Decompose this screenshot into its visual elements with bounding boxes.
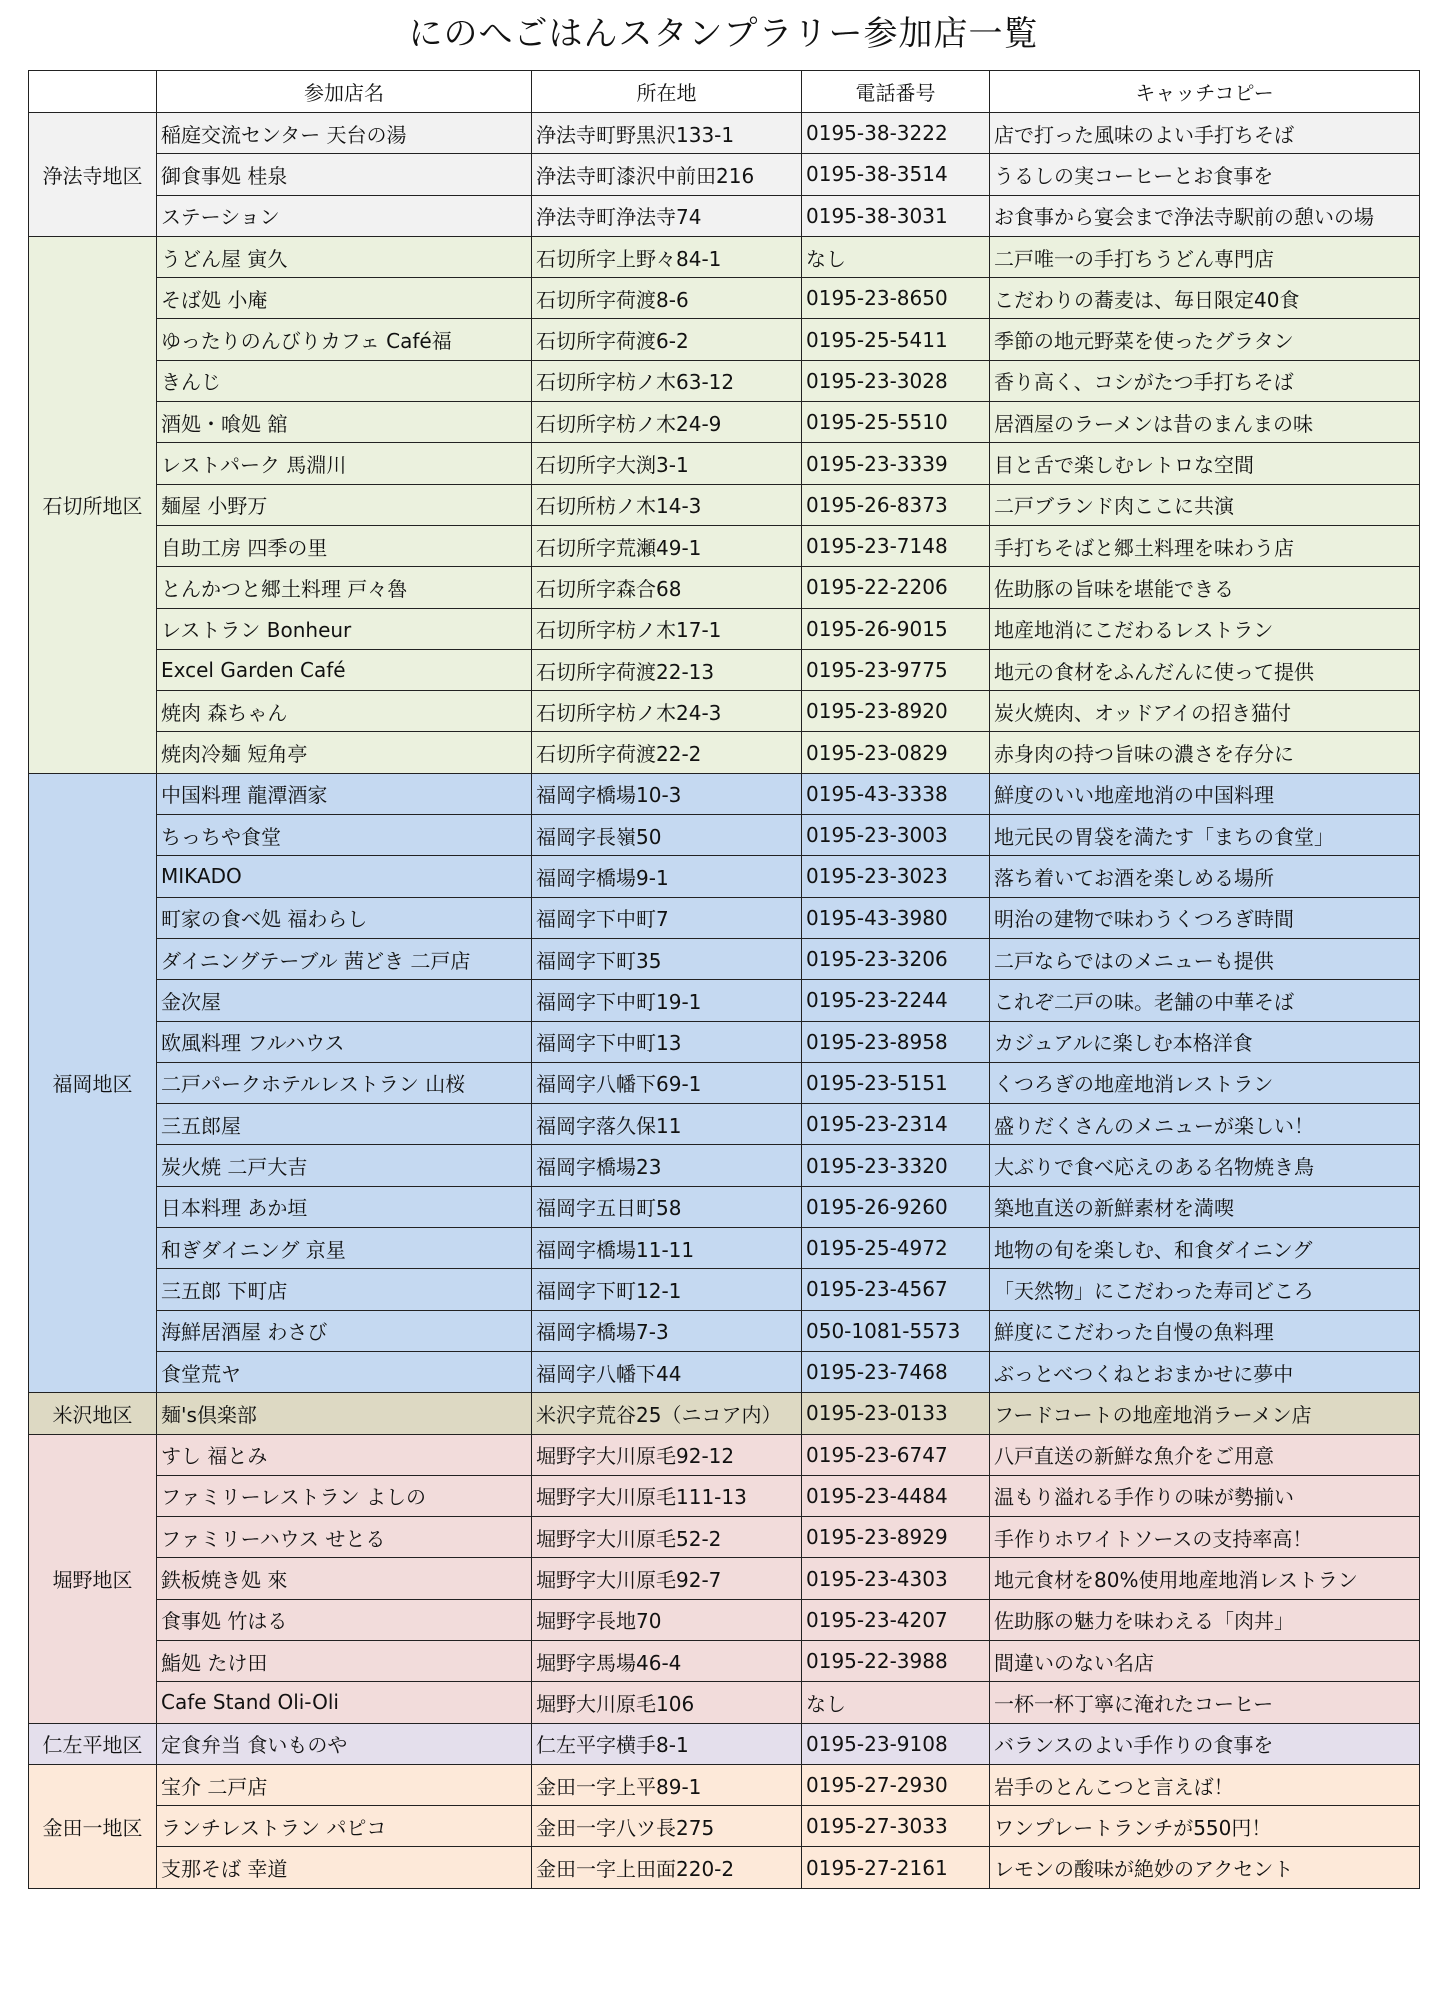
table-row: [29, 443, 1420, 484]
catchcopy-cell: 明治の建物で味わうくつろぎ時間: [990, 897, 1420, 938]
catchcopy-cell: 八戸直送の新鮮な魚介をご用意: [990, 1434, 1420, 1475]
address-cell: 石切所字枋ノ木24-9: [532, 402, 802, 443]
phone-cell: 0195-22-2206: [802, 567, 990, 608]
catchcopy-cell: 手作りホワイトソースの支持率高！: [990, 1517, 1420, 1558]
table-row: [29, 1269, 1420, 1310]
address-cell: 堀野大川原毛106: [532, 1682, 802, 1723]
table-row: [29, 1764, 1420, 1805]
catchcopy-cell: 築地直送の新鮮素材を満喫: [990, 1186, 1420, 1227]
address-cell: 米沢字荒谷25（ニコア内）: [532, 1393, 802, 1434]
header-address: 所在地: [532, 71, 802, 113]
shop-name-cell: 自助工房 四季の里: [157, 525, 532, 566]
shop-name-cell: 海鮮居酒屋 わさび: [157, 1310, 532, 1351]
table-row: [29, 856, 1420, 897]
shop-name-cell: ファミリーレストラン よしの: [157, 1475, 532, 1516]
header-catchcopy: キャッチコピー: [990, 71, 1420, 113]
phone-cell: 0195-27-2161: [802, 1847, 990, 1888]
phone-cell: 0195-26-8373: [802, 484, 990, 525]
table-row: [29, 608, 1420, 649]
address-cell: 浄法寺町浄法寺74: [532, 195, 802, 236]
table-row: [29, 1434, 1420, 1475]
header-shop-name: 参加店名: [157, 71, 532, 113]
address-cell: 福岡字下中町13: [532, 1021, 802, 1062]
phone-cell: 0195-25-5411: [802, 319, 990, 360]
phone-cell: 0195-38-3031: [802, 195, 990, 236]
shop-name-cell: 三五郎屋: [157, 1104, 532, 1145]
shop-name-cell: きんじ: [157, 360, 532, 401]
phone-cell: 0195-23-7148: [802, 525, 990, 566]
phone-cell: 0195-23-8929: [802, 1517, 990, 1558]
table-row: [29, 1186, 1420, 1227]
catchcopy-cell: 間違いのない名店: [990, 1640, 1420, 1681]
table-row: [29, 1475, 1420, 1516]
catchcopy-cell: 大ぶりで食べ応えのある名物焼き鳥: [990, 1145, 1420, 1186]
address-cell: 石切所字荷渡6-2: [532, 319, 802, 360]
address-cell: 石切所字枋ノ木17-1: [532, 608, 802, 649]
region-cell: 福岡地区: [29, 773, 157, 1392]
phone-cell: 0195-23-9775: [802, 649, 990, 690]
address-cell: 福岡字下町12-1: [532, 1269, 802, 1310]
table-row: [29, 278, 1420, 319]
shop-name-cell: Excel Garden Café: [157, 649, 532, 690]
address-cell: 福岡字五日町58: [532, 1186, 802, 1227]
catchcopy-cell: 二戸ブランド肉ここに共演: [990, 484, 1420, 525]
shop-table: [28, 70, 1420, 1889]
catchcopy-cell: 地元の食材をふんだんに使って提供: [990, 649, 1420, 690]
shop-name-cell: ダイニングテーブル 茜どき 二戸店: [157, 938, 532, 979]
address-cell: 福岡字橋場10-3: [532, 773, 802, 814]
address-cell: 石切所字大渕3-1: [532, 443, 802, 484]
catchcopy-cell: 「天然物」にこだわった寿司どころ: [990, 1269, 1420, 1310]
table-row: [29, 1310, 1420, 1351]
address-cell: 福岡字落久保11: [532, 1104, 802, 1145]
shop-name-cell: ゆったりのんびりカフェ Café福: [157, 319, 532, 360]
address-cell: 福岡字橋場23: [532, 1145, 802, 1186]
catchcopy-cell: 一杯一杯丁寧に淹れたコーヒー: [990, 1682, 1420, 1723]
catchcopy-cell: くつろぎの地産地消レストラン: [990, 1062, 1420, 1103]
address-cell: 福岡字八幡下69-1: [532, 1062, 802, 1103]
address-cell: 浄法寺町野黒沢133-1: [532, 113, 802, 154]
phone-cell: 0195-23-4567: [802, 1269, 990, 1310]
region-cell: 米沢地区: [29, 1393, 157, 1434]
table-row: [29, 567, 1420, 608]
page-title: にのへごはんスタンプラリー参加店一覧: [408, 14, 1039, 54]
table-row: [29, 1393, 1420, 1434]
phone-cell: 0195-27-2930: [802, 1764, 990, 1805]
phone-cell: なし: [802, 236, 990, 277]
table-row: [29, 815, 1420, 856]
shop-name-cell: レストラン Bonheur: [157, 608, 532, 649]
catchcopy-cell: 佐助豚の魅力を味わえる「肉丼」: [990, 1599, 1420, 1640]
table-row: [29, 1847, 1420, 1888]
table-row: [29, 1558, 1420, 1599]
catchcopy-cell: 目と舌で楽しむレトロな空間: [990, 443, 1420, 484]
shop-name-cell: 二戸パークホテルレストラン 山桜: [157, 1062, 532, 1103]
table-row: [29, 938, 1420, 979]
address-cell: 福岡字下中町19-1: [532, 980, 802, 1021]
shop-name-cell: 支那そば 幸道: [157, 1847, 532, 1888]
catchcopy-cell: 鮮度のいい地産地消の中国料理: [990, 773, 1420, 814]
region-cell: 堀野地区: [29, 1434, 157, 1723]
table-row: [29, 773, 1420, 814]
shop-name-cell: 町家の食べ処 福わらし: [157, 897, 532, 938]
table-row: [29, 1599, 1420, 1640]
phone-cell: 0195-23-3028: [802, 360, 990, 401]
catchcopy-cell: うるしの実コーヒーとお食事を: [990, 154, 1420, 195]
table-row: [29, 319, 1420, 360]
catchcopy-cell: カジュアルに楽しむ本格洋食: [990, 1021, 1420, 1062]
catchcopy-cell: ぶっとべつくねとおまかせに夢中: [990, 1351, 1420, 1392]
phone-cell: 0195-43-3338: [802, 773, 990, 814]
catchcopy-cell: 香り高く、コシがたつ手打ちそば: [990, 360, 1420, 401]
address-cell: 石切所字枋ノ木24-3: [532, 691, 802, 732]
phone-cell: 0195-23-4207: [802, 1599, 990, 1640]
table-row: [29, 1640, 1420, 1681]
address-cell: 石切所字枋ノ木63-12: [532, 360, 802, 401]
table-row: [29, 525, 1420, 566]
table-row: [29, 1145, 1420, 1186]
table-row: [29, 236, 1420, 277]
catchcopy-cell: これぞ二戸の味。老舗の中華そば: [990, 980, 1420, 1021]
header-phone: 電話番号: [802, 71, 990, 113]
phone-cell: 0195-26-9260: [802, 1186, 990, 1227]
catchcopy-cell: 手打ちそばと郷土料理を味わう店: [990, 525, 1420, 566]
shop-name-cell: 御食事処 桂泉: [157, 154, 532, 195]
address-cell: 堀野字大川原毛52-2: [532, 1517, 802, 1558]
phone-cell: 0195-23-2244: [802, 980, 990, 1021]
table-row: [29, 691, 1420, 732]
address-cell: 金田一字上平89-1: [532, 1764, 802, 1805]
address-cell: 堀野字大川原毛92-7: [532, 1558, 802, 1599]
phone-cell: 0195-23-8958: [802, 1021, 990, 1062]
shop-name-cell: 炭火焼 二戸大吉: [157, 1145, 532, 1186]
shop-name-cell: 和ぎダイニング 京星: [157, 1228, 532, 1269]
header-row: [29, 71, 1420, 113]
address-cell: 福岡字橋場9-1: [532, 856, 802, 897]
phone-cell: 0195-23-3206: [802, 938, 990, 979]
phone-cell: 0195-23-7468: [802, 1351, 990, 1392]
table-row: [29, 1351, 1420, 1392]
phone-cell: 0195-38-3222: [802, 113, 990, 154]
catchcopy-cell: 鮮度にこだわった自慢の魚料理: [990, 1310, 1420, 1351]
phone-cell: 0195-23-6747: [802, 1434, 990, 1475]
shop-name-cell: 麺屋 小野万: [157, 484, 532, 525]
catchcopy-cell: 落ち着いてお酒を楽しめる場所: [990, 856, 1420, 897]
phone-cell: 0195-23-3023: [802, 856, 990, 897]
phone-cell: 0195-23-9108: [802, 1723, 990, 1764]
shop-name-cell: そば処 小庵: [157, 278, 532, 319]
table-row: [29, 732, 1420, 773]
shop-name-cell: 酒処・喰処 舘: [157, 402, 532, 443]
phone-cell: 0195-22-3988: [802, 1640, 990, 1681]
shop-name-cell: 麺's倶楽部: [157, 1393, 532, 1434]
shop-name-cell: 三五郎 下町店: [157, 1269, 532, 1310]
address-cell: 石切所字荷渡22-13: [532, 649, 802, 690]
table-row: [29, 1104, 1420, 1145]
catchcopy-cell: 居酒屋のラーメンは昔のまんまの味: [990, 402, 1420, 443]
address-cell: 仁左平字横手8-1: [532, 1723, 802, 1764]
table-row: [29, 1021, 1420, 1062]
shop-name-cell: ファミリーハウス せとる: [157, 1517, 532, 1558]
catchcopy-cell: 盛りだくさんのメニューが楽しい！: [990, 1104, 1420, 1145]
table-row: [29, 649, 1420, 690]
shop-name-cell: すし 福とみ: [157, 1434, 532, 1475]
shop-name-cell: 中国料理 龍潭酒家: [157, 773, 532, 814]
table-row: [29, 484, 1420, 525]
shop-name-cell: ランチレストラン パピコ: [157, 1806, 532, 1847]
address-cell: 浄法寺町漆沢中前田216: [532, 154, 802, 195]
phone-cell: 0195-23-8920: [802, 691, 990, 732]
catchcopy-cell: 赤身肉の持つ旨味の濃さを存分に: [990, 732, 1420, 773]
shop-name-cell: 稲庭交流センター 天台の湯: [157, 113, 532, 154]
catchcopy-cell: 地元食材を80%使用地産地消レストラン: [990, 1558, 1420, 1599]
table-row: [29, 1517, 1420, 1558]
shop-name-cell: 鉄板焼き処 來: [157, 1558, 532, 1599]
catchcopy-cell: 地元民の胃袋を満たす「まちの食堂」: [990, 815, 1420, 856]
table-row: [29, 897, 1420, 938]
phone-cell: 0195-23-3003: [802, 815, 990, 856]
phone-cell: 0195-23-8650: [802, 278, 990, 319]
catchcopy-cell: こだわりの蕎麦は、毎日限定40食: [990, 278, 1420, 319]
address-cell: 福岡字下中町7: [532, 897, 802, 938]
shop-name-cell: 食堂荒ヤ: [157, 1351, 532, 1392]
phone-cell: 0195-23-2314: [802, 1104, 990, 1145]
table-row: [29, 360, 1420, 401]
table-row: [29, 980, 1420, 1021]
address-cell: 堀野字長地70: [532, 1599, 802, 1640]
catchcopy-cell: 佐助豚の旨味を堪能できる: [990, 567, 1420, 608]
address-cell: 福岡字八幡下44: [532, 1351, 802, 1392]
shop-name-cell: MIKADO: [157, 856, 532, 897]
region-cell: 石切所地区: [29, 236, 157, 773]
phone-cell: 0195-26-9015: [802, 608, 990, 649]
table-row: [29, 195, 1420, 236]
catchcopy-cell: 岩手のとんこつと言えば！: [990, 1764, 1420, 1805]
address-cell: 福岡字下町35: [532, 938, 802, 979]
catchcopy-cell: 地産地消にこだわるレストラン: [990, 608, 1420, 649]
shop-name-cell: 金次屋: [157, 980, 532, 1021]
phone-cell: 0195-23-3339: [802, 443, 990, 484]
phone-cell: 0195-27-3033: [802, 1806, 990, 1847]
catchcopy-cell: 二戸唯一の手打ちうどん専門店: [990, 236, 1420, 277]
address-cell: 金田一字八ツ長275: [532, 1806, 802, 1847]
table-row: [29, 1228, 1420, 1269]
catchcopy-cell: フードコートの地産地消ラーメン店: [990, 1393, 1420, 1434]
table-row: [29, 154, 1420, 195]
catchcopy-cell: レモンの酸味が絶妙のアクセント: [990, 1847, 1420, 1888]
table-row: [29, 1062, 1420, 1103]
region-cell: 浄法寺地区: [29, 113, 157, 237]
phone-cell: なし: [802, 1682, 990, 1723]
address-cell: 堀野字大川原毛111-13: [532, 1475, 802, 1516]
shop-name-cell: 欧風料理 フルハウス: [157, 1021, 532, 1062]
shop-name-cell: ちっちや食堂: [157, 815, 532, 856]
phone-cell: 050-1081-5573: [802, 1310, 990, 1351]
table-row: [29, 402, 1420, 443]
address-cell: 福岡字橋場11-11: [532, 1228, 802, 1269]
shop-name-cell: 焼肉冷麺 短角亭: [157, 732, 532, 773]
address-cell: 石切所字荒瀬49-1: [532, 525, 802, 566]
catchcopy-cell: バランスのよい手作りの食事を: [990, 1723, 1420, 1764]
shop-name-cell: レストパーク 馬淵川: [157, 443, 532, 484]
address-cell: 石切所枋ノ木14-3: [532, 484, 802, 525]
catchcopy-cell: 季節の地元野菜を使ったグラタン: [990, 319, 1420, 360]
shop-name-cell: ステーション: [157, 195, 532, 236]
phone-cell: 0195-23-5151: [802, 1062, 990, 1103]
phone-cell: 0195-25-5510: [802, 402, 990, 443]
catchcopy-cell: 地物の旬を楽しむ、和食ダイニング: [990, 1228, 1420, 1269]
shop-name-cell: 鮨処 たけ田: [157, 1640, 532, 1681]
phone-cell: 0195-43-3980: [802, 897, 990, 938]
table-row: [29, 1806, 1420, 1847]
catchcopy-cell: お食事から宴会まで浄法寺駅前の憩いの場: [990, 195, 1420, 236]
phone-cell: 0195-23-3320: [802, 1145, 990, 1186]
address-cell: 石切所字上野々84-1: [532, 236, 802, 277]
phone-cell: 0195-23-4484: [802, 1475, 990, 1516]
table-row: [29, 1682, 1420, 1723]
table-row: [29, 1723, 1420, 1764]
header-region: [29, 71, 157, 113]
shop-name-cell: 宝介 二戸店: [157, 1764, 532, 1805]
shop-name-cell: Cafe Stand Oli-Oli: [157, 1682, 532, 1723]
shop-name-cell: うどん屋 寅久: [157, 236, 532, 277]
address-cell: 堀野字大川原毛92-12: [532, 1434, 802, 1475]
region-cell: 仁左平地区: [29, 1723, 157, 1764]
catchcopy-cell: 炭火焼肉、オッドアイの招き猫付: [990, 691, 1420, 732]
phone-cell: 0195-23-0133: [802, 1393, 990, 1434]
address-cell: 石切所字荷渡22-2: [532, 732, 802, 773]
phone-cell: 0195-23-0829: [802, 732, 990, 773]
address-cell: 堀野字馬場46-4: [532, 1640, 802, 1681]
address-cell: 福岡字橋場7-3: [532, 1310, 802, 1351]
table-row: [29, 113, 1420, 154]
phone-cell: 0195-38-3514: [802, 154, 990, 195]
table-body: [29, 113, 1420, 1889]
address-cell: 石切所字荷渡8-6: [532, 278, 802, 319]
shop-name-cell: 日本料理 あか垣: [157, 1186, 532, 1227]
address-cell: 金田一字上田面220-2: [532, 1847, 802, 1888]
shop-name-cell: 食事処 竹はる: [157, 1599, 532, 1640]
address-cell: 福岡字長嶺50: [532, 815, 802, 856]
shop-name-cell: 焼肉 森ちゃん: [157, 691, 532, 732]
shop-name-cell: とんかつと郷土料理 戸々魯: [157, 567, 532, 608]
phone-cell: 0195-25-4972: [802, 1228, 990, 1269]
address-cell: 石切所字森合68: [532, 567, 802, 608]
catchcopy-cell: 温もり溢れる手作りの味が勢揃い: [990, 1475, 1420, 1516]
region-cell: 金田一地区: [29, 1764, 157, 1888]
catchcopy-cell: 店で打った風味のよい手打ちそば: [990, 113, 1420, 154]
catchcopy-cell: 二戸ならではのメニューも提供: [990, 938, 1420, 979]
catchcopy-cell: ワンプレートランチが550円！: [990, 1806, 1420, 1847]
phone-cell: 0195-23-4303: [802, 1558, 990, 1599]
shop-name-cell: 定食弁当 食いものや: [157, 1723, 532, 1764]
